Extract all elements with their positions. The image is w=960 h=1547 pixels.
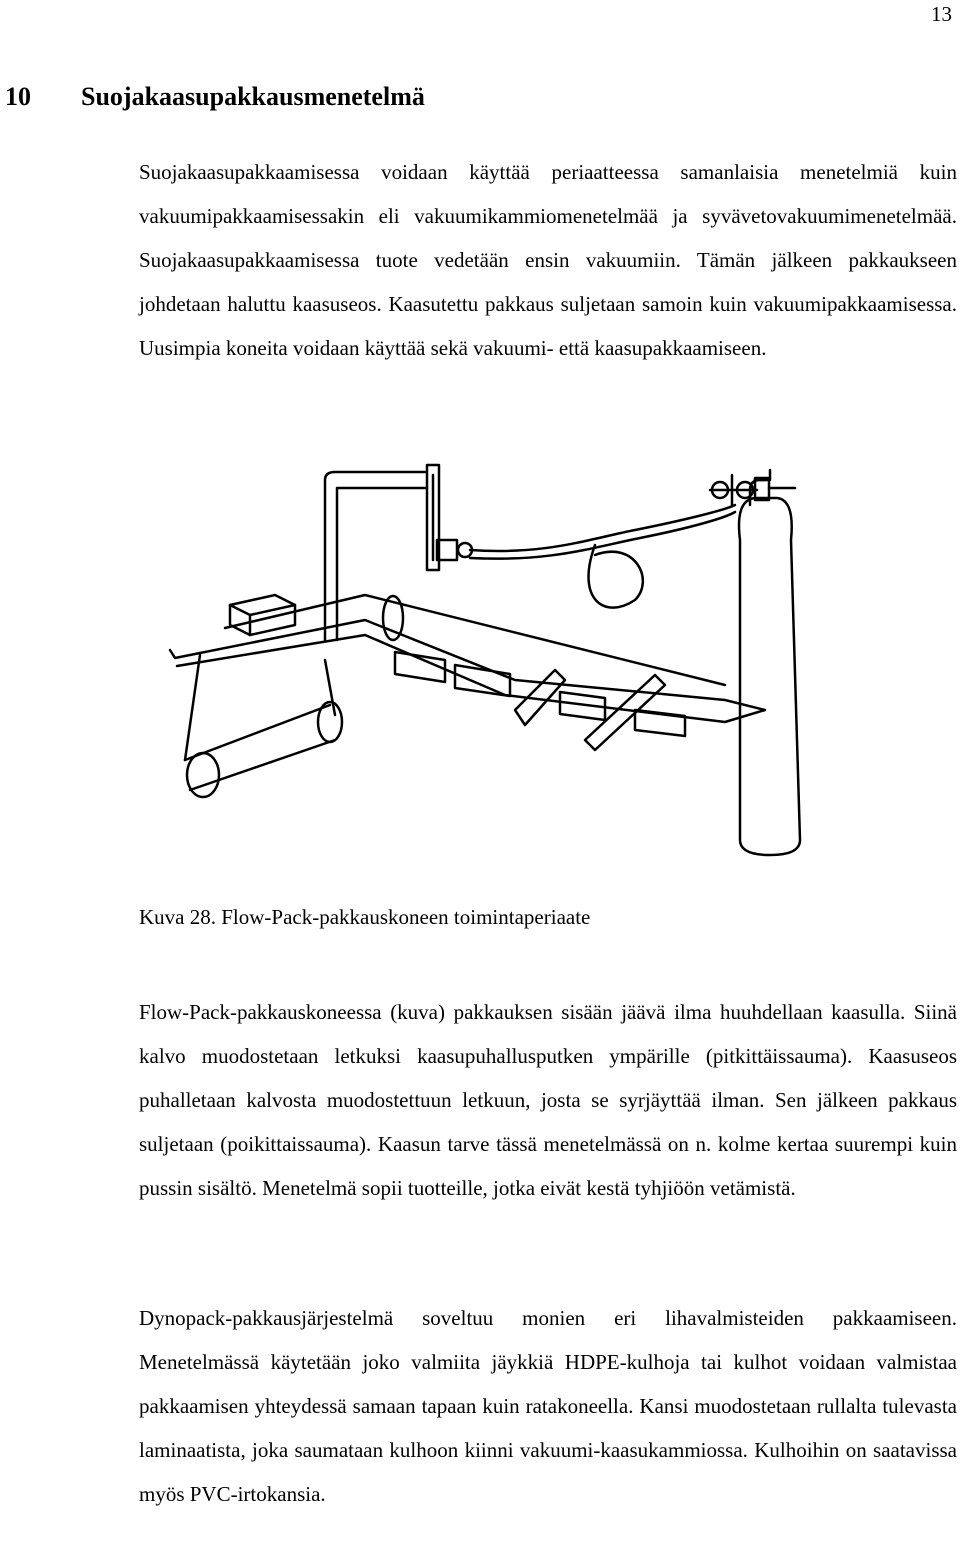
section-heading: [5, 82, 425, 112]
flow-pack-illustration: [165, 460, 960, 880]
section-number: 10: [5, 82, 31, 111]
page-number: 13: [931, 2, 952, 26]
section-title: Suojakaasupakkausmenetelmä: [81, 82, 425, 111]
paragraph-dynopack: Dynopack-pakkausjärjestelmä soveltuu monien eri lihavalmisteiden pakkaamiseen. Menetelmässä käytetään joko valmiita jäykkiä HDPE-kulhoja tai kulhot voidaan valmistaa pakkaamisen yhteydessä samaan tapaan kuin ratakoneella. Kansi muodostetaan rullalta tulevasta laminaatista, joka saumataan kulhoon kiinni vakuumi-kaasukammiossa. Kulhoihin on saatavissa myös PVC-irtokansia.: [139, 1306, 957, 1506]
figure-caption: Kuva 28. Flow-Pack-pakkauskoneen toimintaperiaate: [139, 905, 591, 929]
paragraph-flow-pack: Flow-Pack-pakkauskoneessa (kuva) pakkauksen sisään jäävä ilma huuhdellaan kaasulla. Siinä kalvo muodostetaan letkuksi kaasupuhallusputken ympärille (pitkittäissauma). Kaasuseos puhalletaan kalvosta muodostettuun letkuun, josta se syrjäyttää ilman. Sen jälkeen pakkaus suljetaan (poikittaissauma). Kaasun tarve tässä menetelmässä on n. kolme kertaa suurempi kuin pussin sisältö. Menetelmä sopii tuotteille, jotka eivät kestä tyhjiöön vetämistä.: [139, 1000, 957, 1200]
paragraph-intro: Suojakaasupakkaamisessa voidaan käyttää periaatteessa samanlaisia menetelmiä kuin vakuumipakkaamisessakin eli vakuumikammiomenetelmää ja syvävetovakuumimenetelmää. Suojakaasupakkaamisessa tuote vedetään ensin vakuumiin. Tämän jälkeen pakkaukseen johdetaan haluttu kaasuseos. Kaasutettu pakkaus suljetaan samoin kuin vakuumipakkaamisessa. Uusimpia koneita voidaan käyttää sekä vakuumi- että kaasupakkaamiseen.: [139, 160, 957, 360]
